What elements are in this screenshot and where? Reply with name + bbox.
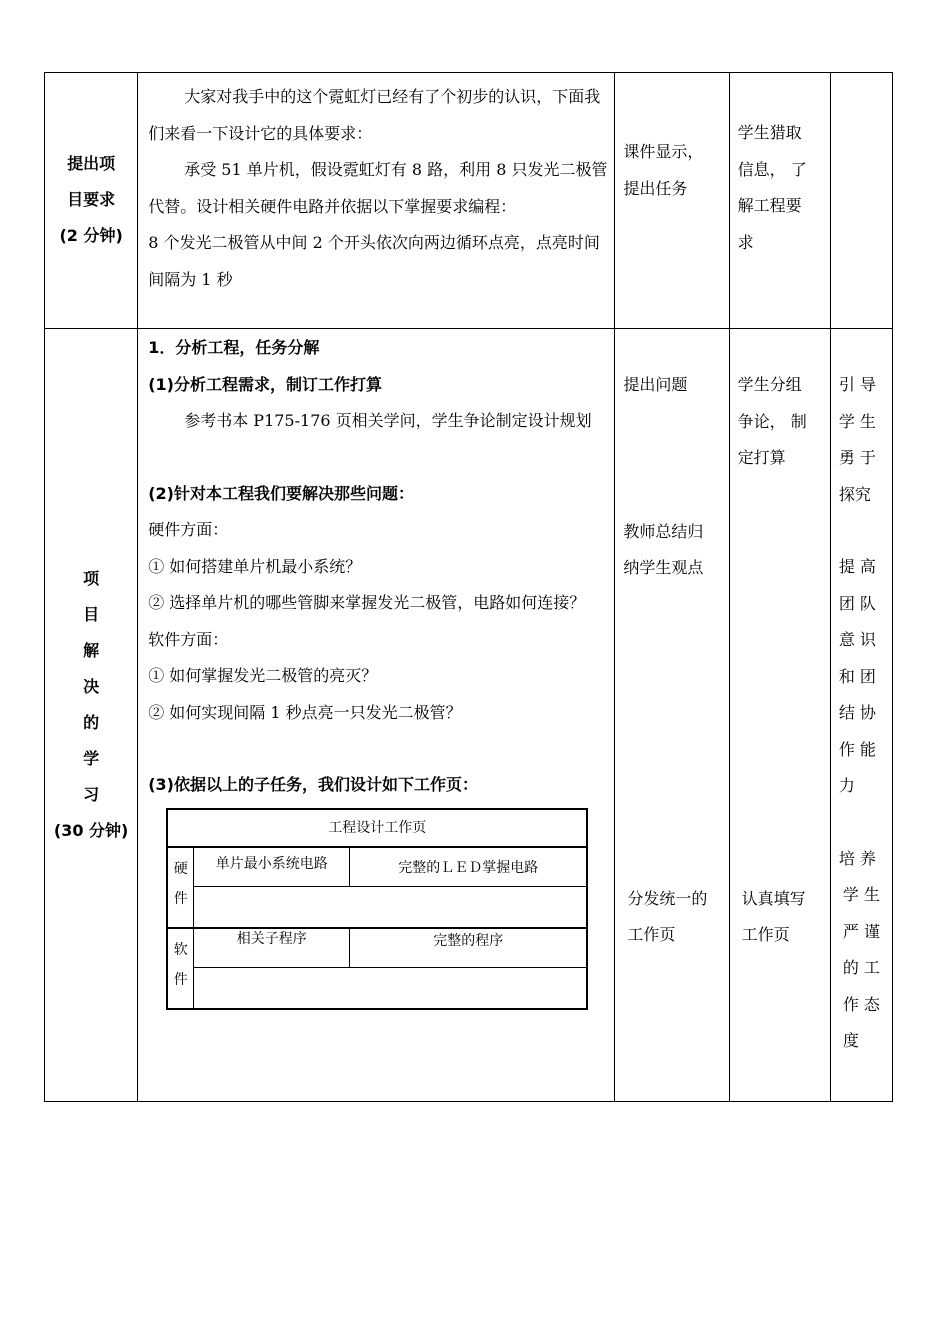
paragraph: 大家对我手中的这个霓虹灯已经有了个初步的认识，下面我们来看一下设计它的具体要求： — [148, 87, 601, 143]
worksheet-blank-area — [194, 887, 586, 927]
step-heading: 1．分析工程，任务分解 — [148, 338, 320, 357]
software-label: 软件方面： — [148, 629, 229, 649]
purpose-cell — [830, 73, 892, 329]
section-label: 项 目 解 决 的 学 习 (30 分钟) — [53, 569, 129, 840]
teacher-activity-cell: 课件显示， 提出任务 — [615, 73, 729, 329]
worksheet-blank-area — [194, 968, 586, 1008]
paragraph: 承受 51 单片机，假设霓虹灯有 8 路，利用 8 只发光二极管代替。设计相关硬件电路并依据以下掌握要求编程： — [148, 160, 608, 216]
section-label-cell — [45, 329, 138, 1102]
table-row — [45, 329, 893, 1102]
content-cell — [138, 329, 615, 1102]
section-label-cell — [45, 73, 138, 329]
worksheet-header: 单片最小系统电路 — [194, 848, 350, 886]
worksheet-software-block — [168, 929, 586, 1008]
lesson-plan-table — [44, 72, 893, 1102]
list-item: ① 如何掌握发光二极管的亮灭？ — [148, 666, 378, 685]
subsection-title: (3)依据以上的子任务，我们设计如下工作页： — [148, 775, 478, 794]
list-item: ① 如何搭建单片机最小系统？ — [148, 556, 362, 576]
student-activity-cell: 学生猎取 信息， 了 解工程要 求 — [729, 73, 830, 329]
worksheet-table — [166, 808, 588, 1010]
table-row — [45, 73, 893, 329]
subsection-title: (1)分析工程需求，制订工作打算 — [148, 374, 382, 394]
list-item: ② 选择单片机的哪些管脚来掌握发光二极管，电路如何连接？ — [148, 593, 586, 612]
purpose-cell: 引 导 学 生 勇 于 探究 提 高 团 队 意 识 和 团 结 协 作 能 力 培 养 学 生 严 谨 的 工 作 态 度 — [830, 329, 892, 1102]
paragraph: 8 个发光二极管从中间 2 个开头依次向两边循环点亮，点亮时间间隔为 1 秒 — [148, 233, 600, 289]
worksheet-side-label: 软 件 — [168, 929, 194, 1008]
section-label: 提出项 目要求 (2 分钟) — [59, 154, 123, 245]
subsection-title: (2)针对本工程我们要解决那些问题： — [148, 483, 414, 503]
paragraph: 参考书本 P175-176 页相关学问，学生争论制定设计规划 — [184, 411, 592, 430]
worksheet-header: 完整的ＬＥＤ掌握电路 — [398, 859, 539, 876]
list-item: ② 如何实现间隔 1 秒点亮一只发光二极管？ — [148, 702, 462, 722]
worksheet-title: 工程设计工作页 — [168, 810, 586, 848]
worksheet-header: 完整的程序 — [433, 932, 504, 949]
hardware-label: 硬件方面： — [148, 520, 229, 539]
teacher-activity-cell: 提出问题 教师总结归 纳学生观点 分发统一的 工作页 — [615, 329, 729, 1102]
content-cell — [138, 73, 615, 329]
worksheet-hardware-block — [168, 848, 586, 929]
worksheet-side-label: 硬 件 — [168, 848, 194, 927]
student-activity-cell: 学生分组 争论， 制 定打算 认真填写 工作页 — [729, 329, 830, 1102]
worksheet-header: 相关子程序 — [194, 929, 350, 967]
